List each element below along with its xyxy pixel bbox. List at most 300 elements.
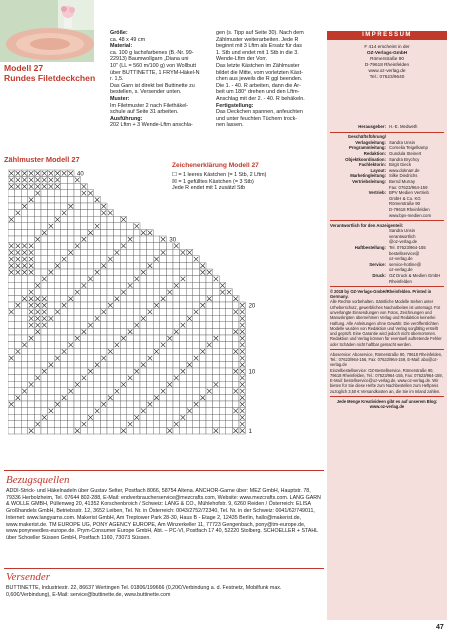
chart-cell	[94, 322, 101, 329]
chart-cell	[8, 375, 15, 382]
chart-cell	[226, 315, 233, 322]
chart-cell	[173, 368, 180, 375]
chart-cell	[140, 249, 147, 256]
instruction-line: schule auf Seite 31 arbeiten.	[110, 109, 179, 116]
chart-cell	[67, 243, 74, 250]
chart-cell	[48, 190, 55, 197]
impressum-divider	[330, 396, 444, 397]
chart-cell	[48, 322, 55, 329]
chart-cell	[173, 401, 180, 408]
chart-cell	[114, 414, 121, 421]
separator-versender	[4, 568, 324, 569]
chart-cell	[94, 210, 101, 217]
chart-cell	[166, 302, 173, 309]
chart-cell	[87, 216, 94, 223]
chart-cell	[213, 348, 220, 355]
instruction-line: Zählmuster weiterarbeiten. Jede R	[216, 36, 299, 43]
chart-cell	[81, 210, 88, 217]
chart-cell	[28, 190, 35, 197]
chart-cell	[41, 394, 48, 401]
chart-cell	[232, 381, 239, 388]
impressum-heading: IMPRESSUM	[327, 31, 447, 40]
chart-cell	[100, 368, 107, 375]
chart-cell	[87, 342, 94, 349]
chart-cell	[34, 216, 41, 223]
chart-cell	[180, 381, 187, 388]
chart-cell	[193, 262, 200, 269]
chart-cell	[28, 388, 35, 395]
impressum-divider	[330, 286, 444, 287]
instruction-line: 22913) Baumwollgarn „Diana uni	[110, 56, 189, 63]
chart-cell	[186, 335, 193, 342]
chart-cell	[133, 315, 140, 322]
chart-cell	[180, 302, 187, 309]
chart-cell	[180, 262, 187, 269]
chart-cell	[206, 289, 213, 296]
chart-cell	[54, 302, 61, 309]
chart-cell	[186, 276, 193, 283]
chart-cell	[61, 322, 68, 329]
chart-cell	[94, 243, 101, 250]
chart-cell	[15, 190, 22, 197]
chart-cell	[67, 427, 74, 434]
chart-cell	[180, 315, 187, 322]
chart-cell	[147, 328, 154, 335]
chart-cell	[147, 276, 154, 283]
chart-cell	[61, 183, 68, 190]
chart-cell	[8, 361, 15, 368]
chart-cell	[87, 282, 94, 289]
chart-cell	[81, 276, 88, 283]
chart-cell	[81, 335, 88, 342]
chart-cell	[133, 236, 140, 243]
chart-cell	[133, 309, 140, 316]
chart-cell	[28, 401, 35, 408]
impressum-value: BPV Medien Vertrieb	[389, 190, 429, 196]
chart-cell	[133, 289, 140, 296]
chart-cell	[140, 295, 147, 302]
chart-cell	[153, 421, 160, 428]
chart-cell	[173, 289, 180, 296]
filet-chart-svg	[8, 168, 258, 454]
chart-cell	[160, 381, 167, 388]
chart-cell	[100, 216, 107, 223]
chart-cell	[219, 375, 226, 382]
chart-cell	[107, 355, 114, 362]
chart-row-label: 30	[169, 237, 177, 244]
chart-cell	[28, 229, 35, 236]
impressum-value: service-hotline@	[389, 261, 422, 267]
chart-cell	[120, 295, 127, 302]
chart-cell	[127, 388, 134, 395]
chart-cell	[61, 388, 68, 395]
chart-cell	[199, 282, 206, 289]
chart-cell	[186, 328, 193, 335]
chart-cell	[206, 328, 213, 335]
chart-cell	[100, 361, 107, 368]
chart-cell	[160, 282, 167, 289]
chart-cell	[173, 361, 180, 368]
impressum-legal: Alle Rechte vorbehalten. Sämtliche Modelle stehen unter Urheberschutz, gewerbliches Nacharbeiten ist untersagt. Für unverlangte Einsendungen von Fotos, Zeichnungen und Manuskripten übernehmen Verlag und Redaktion keinerlei Haftung. Alle Anleitungen ohne Gewähr. Die veröffentlichten Modelle wurden von Redaktion und Verlag sorgfältig erstellt und geprüft. Eine Garantie wird jedoch nicht übernommen. Redaktion und Verlag können für eventuell auftretende Fehler oder Schäden nicht haftbar gemacht werden.	[330, 299, 442, 347]
chart-cell	[120, 302, 127, 309]
chart-cell	[147, 381, 154, 388]
chart-cell	[34, 408, 41, 415]
chart-cell	[173, 295, 180, 302]
chart-cell	[153, 401, 160, 408]
chart-cell	[114, 328, 121, 335]
impressum-value: OZ Druck & Medien GmbH Rheinfelden	[389, 273, 441, 284]
chart-cell	[107, 216, 114, 223]
chart-cell	[8, 368, 15, 375]
bezugsquellen-title: Bezugsquellen	[6, 474, 70, 486]
chart-cell	[213, 295, 220, 302]
chart-cell	[54, 322, 61, 329]
instructions-column-1	[110, 30, 210, 129]
chart-cell	[213, 361, 220, 368]
chart-cell	[8, 289, 15, 296]
chart-cell	[186, 302, 193, 309]
chart-cell	[87, 289, 94, 296]
chart-cell	[107, 368, 114, 375]
chart-cell	[74, 408, 81, 415]
impressum-label: Redaktion:	[363, 150, 386, 156]
chart-cell	[219, 295, 226, 302]
chart-cell	[120, 236, 127, 243]
chart-cell	[81, 309, 88, 316]
chart-cell	[219, 394, 226, 401]
impressum-copyright: © 2018 by OZ-Verlags-GmbH/Rheinfelden. Printed in Germany.	[330, 288, 432, 300]
chart-cell	[28, 210, 35, 217]
chart-cell	[180, 427, 187, 434]
chart-cell	[153, 282, 160, 289]
chart-cell	[48, 289, 55, 296]
chart-cell	[61, 355, 68, 362]
chart-cell	[74, 302, 81, 309]
chart-cell	[67, 394, 74, 401]
chart-cell	[87, 302, 94, 309]
chart-cell	[114, 315, 121, 322]
chart-cell	[140, 256, 147, 263]
chart-cell	[107, 414, 114, 421]
chart-cell	[81, 289, 88, 296]
chart-cell	[87, 335, 94, 342]
chart-cell	[100, 414, 107, 421]
chart-cell	[61, 249, 68, 256]
chart-cell	[48, 229, 55, 236]
instruction-line: Das Garn ist direkt bei Buttinette zu	[110, 82, 195, 89]
chart-cell	[94, 414, 101, 421]
chart-cell	[21, 309, 28, 316]
chart-cell	[127, 322, 134, 329]
chart-cell	[48, 302, 55, 309]
chart-cell	[166, 262, 173, 269]
chart-cell	[147, 335, 154, 342]
chart-cell	[160, 322, 167, 329]
chart-cell	[87, 388, 94, 395]
chart-cell	[15, 315, 22, 322]
chart-cell	[114, 223, 121, 230]
chart-cell	[34, 427, 41, 434]
chart-cell	[140, 368, 147, 375]
chart-cell	[133, 295, 140, 302]
impressum-label: Objektkoordination:	[345, 156, 386, 162]
chart-cell	[186, 394, 193, 401]
chart-cell	[186, 256, 193, 263]
chart-cell	[133, 335, 140, 342]
chart-cell	[186, 414, 193, 421]
chart-cell	[61, 315, 68, 322]
chart-cell	[114, 375, 121, 382]
chart-cell	[147, 256, 154, 263]
impressum-row	[330, 124, 444, 130]
chart-cell	[94, 427, 101, 434]
chart-cell	[232, 421, 239, 428]
instruction-line: Das Deckchen spannen, anfeuchten	[216, 109, 303, 116]
impressum-address	[327, 44, 447, 80]
chart-cell	[127, 276, 134, 283]
instruction-line: nen lassen.	[216, 122, 244, 129]
impressum-address-line: OZ-Verlags-GmbH	[366, 50, 408, 55]
chart-cell	[147, 375, 154, 382]
chart-cell	[173, 414, 180, 421]
chart-cell	[226, 295, 233, 302]
chart-cell	[186, 309, 193, 316]
chart-cell	[81, 302, 88, 309]
chart-cell	[160, 328, 167, 335]
chart-cell	[74, 414, 81, 421]
chart-cell	[61, 282, 68, 289]
chart-cell	[61, 361, 68, 368]
chart-cell	[67, 348, 74, 355]
chart-cell	[160, 262, 167, 269]
chart-cell	[15, 375, 22, 382]
chart-cell	[213, 368, 220, 375]
chart-cell	[199, 421, 206, 428]
chart-cell	[140, 309, 147, 316]
chart-cell	[87, 328, 94, 335]
chart-cell	[193, 289, 200, 296]
chart-cell	[133, 388, 140, 395]
chart-cell	[114, 361, 121, 368]
chart-cell	[54, 236, 61, 243]
chart-cell	[15, 388, 22, 395]
chart-cell	[193, 342, 200, 349]
chart-cell	[74, 355, 81, 362]
chart-cell	[87, 361, 94, 368]
chart-cell	[166, 401, 173, 408]
impressum-value: Cornelia Teigelkamp	[389, 145, 428, 151]
chart-cell	[193, 302, 200, 309]
chart-cell	[67, 302, 74, 309]
chart-cell	[94, 368, 101, 375]
chart-cell	[193, 375, 200, 382]
chart-cell	[226, 361, 233, 368]
chart-cell	[87, 243, 94, 250]
chart-cell	[206, 381, 213, 388]
instruction-line: r. 1,5.	[110, 76, 124, 83]
chart-cell	[34, 368, 41, 375]
chart-cell	[61, 216, 68, 223]
instruction-line: bestellen, s. Versender unten.	[110, 89, 182, 96]
chart-cell	[127, 394, 134, 401]
chart-cell	[28, 223, 35, 230]
chart-cell	[87, 394, 94, 401]
chart-cell	[120, 229, 127, 236]
chart-cell	[114, 282, 121, 289]
chart-cell	[193, 427, 200, 434]
impressum-address-line: D-79618 Rheinfelden	[364, 62, 410, 67]
chart-cell	[15, 236, 22, 243]
impressum-row	[330, 213, 444, 219]
chart-cell	[87, 262, 94, 269]
chart-cell	[8, 223, 15, 230]
chart-cell	[133, 342, 140, 349]
chart-cell	[41, 355, 48, 362]
chart-cell	[87, 203, 94, 210]
chart-cell	[34, 223, 41, 230]
chart-cell	[81, 223, 88, 230]
chart-cell	[107, 295, 114, 302]
chart-cell	[133, 375, 140, 382]
chart-cell	[28, 276, 35, 283]
chart-cell	[100, 282, 107, 289]
chart-cell	[147, 368, 154, 375]
chart-cell	[173, 381, 180, 388]
chart-cell	[193, 394, 200, 401]
impressum-value: Fax: 07623/964-159	[389, 184, 428, 190]
chart-cell	[54, 388, 61, 395]
chart-cell	[166, 408, 173, 415]
chart-cell	[160, 289, 167, 296]
chart-cell	[193, 282, 200, 289]
chart-cell	[15, 289, 22, 296]
chart-cell	[206, 394, 213, 401]
chart-cell	[94, 328, 101, 335]
chart-cell	[186, 355, 193, 362]
chart-cell	[186, 289, 193, 296]
chart-cell	[173, 262, 180, 269]
chart-cell	[54, 249, 61, 256]
chart-cell	[127, 427, 134, 434]
chart-cell	[186, 427, 193, 434]
chart-cell	[114, 229, 121, 236]
chart-cell	[166, 414, 173, 421]
chart-cell	[114, 381, 121, 388]
chart-cell	[34, 276, 41, 283]
chart-cell	[166, 249, 173, 256]
chart-cell	[48, 243, 55, 250]
chart-cell	[34, 229, 41, 236]
chart-cell	[41, 203, 48, 210]
chart-cell	[173, 408, 180, 415]
chart-cell	[67, 196, 74, 203]
chart-cell	[226, 342, 233, 349]
chart-cell	[28, 216, 35, 223]
chart-cell	[74, 249, 81, 256]
chart-cell	[54, 375, 61, 382]
chart-cell	[133, 243, 140, 250]
chart-cell	[87, 295, 94, 302]
instruction-line: Anschlag mit der 2. - 40. R behäkeln.	[216, 95, 305, 102]
chart-cell	[120, 315, 127, 322]
chart-cell	[133, 249, 140, 256]
chart-cell	[21, 401, 28, 408]
chart-cell	[107, 315, 114, 322]
chart-cell	[21, 355, 28, 362]
chart-cell	[186, 421, 193, 428]
chart-cell	[48, 355, 55, 362]
chart-cell	[199, 322, 206, 329]
chart-cell	[206, 302, 213, 309]
chart-cell	[41, 216, 48, 223]
impressum-address-line: Römerstraße 90	[370, 56, 404, 61]
chart-cell	[8, 229, 15, 236]
chart-cell	[219, 401, 226, 408]
chart-cell	[67, 315, 74, 322]
chart-cell	[232, 375, 239, 382]
impressum-value: H.-E. Medweth	[389, 124, 418, 129]
chart-cell	[74, 394, 81, 401]
chart-cell	[160, 302, 167, 309]
chart-cell	[166, 269, 173, 276]
chart-cell	[74, 361, 81, 368]
chart-cell	[153, 414, 160, 421]
chart-cell	[48, 335, 55, 342]
instruction-line: bildet die Mitte, vom vorletzten Käst-	[216, 69, 303, 76]
instruction-line: Das letzte Kästchen im Zählmuster	[216, 62, 300, 69]
chart-cell	[74, 328, 81, 335]
chart-cell	[94, 262, 101, 269]
chart-cell	[94, 282, 101, 289]
chart-cell	[166, 368, 173, 375]
chart-cell	[74, 282, 81, 289]
chart-cell	[213, 302, 220, 309]
chart-cell	[219, 368, 226, 375]
instruction-line: 1. Stb und endet mit 1 Stb in die 3.	[216, 49, 299, 56]
chart-cell	[186, 401, 193, 408]
instruction-line: gen (s. Tipp auf Seite 30). Nach dem	[216, 30, 304, 36]
chart-cell	[21, 302, 28, 309]
chart-cell	[48, 414, 55, 421]
chart-cell	[21, 322, 28, 329]
chart-cell	[127, 381, 134, 388]
chart-cell	[34, 203, 41, 210]
chart-cell	[61, 408, 68, 415]
chart-cell	[213, 408, 220, 415]
chart-cell	[74, 388, 81, 395]
chart-cell	[61, 295, 68, 302]
chart-cell	[61, 414, 68, 421]
chart-cell	[147, 243, 154, 250]
chart-cell	[133, 427, 140, 434]
chart-cell	[186, 348, 193, 355]
instruction-line: 202 Lftm + 3 Wende-Lftm anschla-	[110, 122, 193, 129]
chart-cell	[193, 315, 200, 322]
chart-cell	[21, 408, 28, 415]
chart-cell	[213, 282, 220, 289]
chart-cell	[173, 335, 180, 342]
chart-cell	[8, 408, 15, 415]
chart-cell	[180, 256, 187, 263]
chart-cell	[114, 408, 121, 415]
chart-cell	[100, 295, 107, 302]
chart-cell	[100, 243, 107, 250]
chart-cell	[133, 262, 140, 269]
chart-cell	[219, 408, 226, 415]
chart-cell	[48, 262, 55, 269]
chart-cell	[61, 190, 68, 197]
chart-cell	[127, 256, 134, 263]
